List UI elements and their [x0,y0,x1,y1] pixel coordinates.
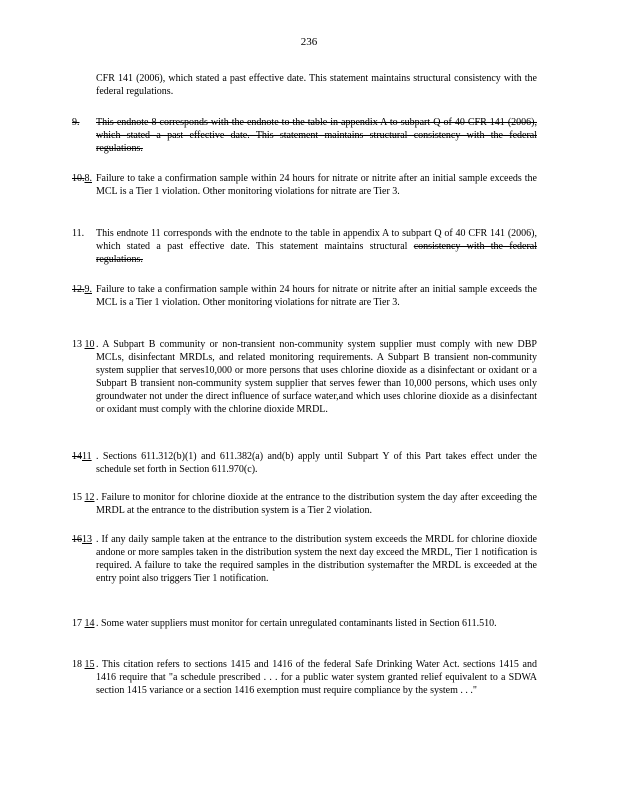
endnote-text: CFR 141 (2006), which stated a past effective date. This statement maintains structural consistency with the federal regulations. [96,73,537,97]
endnote-18 [72,658,537,697]
endnote-number: 17 14 [72,618,95,629]
endnote-number: 13 10 [72,339,95,350]
endnote-text: . Failure to monitor for chlorine dioxide at the entrance to the distribution system the day after exceeding the MRDL at the entrance to the distribution system is a Tier 2 violation. [96,492,537,516]
endnote-13 [72,338,537,416]
endnote-number: 9. [72,117,80,128]
endnote-text: Failure to take a confirmation sample within 24 hours for nitrate or nitrite after an initial sample exceeds the MCL is a Tier 1 violation. Other monitoring violations for nitrate are Tier 3. [96,173,537,197]
endnote-12 [72,283,537,309]
endnote-text: Failure to take a confirmation sample within 24 hours for nitrate or nitrite after an initial sample exceeds the MCL is a Tier 1 violation. Other monitoring violations for nitrate are Tier 3. [96,284,537,308]
endnote-9 [72,116,537,155]
endnote-text: This endnote 8 corresponds with the endnote to the table in appendix A to subpart Q of 40 CFR 141 (2006), which stated a past effective date. This statement maintains structural consistency with the federal regulations. [96,117,537,154]
endnote-text: . Sections 611.312(b)(1) and 611.382(a) and(b) apply until Subpart Y of this Part takes effect under the schedule set forth in Section 611.970(c). [96,451,537,475]
endnote-14 [72,450,537,476]
endnote-text: . Some water suppliers must monitor for certain unregulated contaminants listed in Section 611.510. [96,618,497,629]
endnote-text: . This citation refers to sections 1415 and 1416 of the federal Safe Drinking Water Act. sections 1415 and 1416 require that "a schedule prescribed . . . for a public water system granted relief equivalent to a SDWA section 1415 variance or a section 1416 exemption must require compliance by the system . . ." [96,659,537,696]
endnote-number: 18 15 [72,659,95,670]
endnote-number: 10.8. [72,173,92,184]
endnote-16 [72,533,537,585]
endnote-10 [72,172,537,198]
endnote-text: . A Subpart B community or non-transient non-community system supplier must comply with new DBP MCLs, disinfectant MRDLs, and related monitoring requirements. A Subpart B transient non-community system supplier that serves10,000 or more persons that uses chlorine dioxide as a disinfectant or oxidant or a Subpart B transient non-community system supplier that serves fewer than 10,000 persons, which uses only groundwater not under the direct influence of surface water,and which uses chlorine dioxide as a disinfectant or oxidant must comply with the chlorine dioxide MRDL. [96,339,537,415]
endnote-11 [72,227,537,266]
endnote-number: 15 12 [72,492,95,503]
endnote-number: 1613 [72,534,92,545]
endnote-17 [72,617,537,630]
endnote-number: 12.9. [72,284,92,295]
endnote-text: . If any daily sample taken at the entrance to the distribution system exceeds the MRDL for chlorine dioxide andone or more samples taken in the distribution system the next day exceed the MRDL, Tier 1 notification is required. A failure to take the required samples in the distribution systemafter the MRDL is exceeded at the entry point also triggers Tier 1 notification. [96,534,537,584]
endnote-text: This endnote 11 corresponds with the endnote to the table in appendix A to subpart Q of 40 CFR 141 (2006), which stated a past effective date. This statement maintains structural consistency with the federal regulations. [96,228,538,265]
endnote-15 [72,491,537,517]
endnote-number: 11. [72,228,85,239]
page-number: 236 [300,36,318,48]
endnote-continuation [72,72,537,98]
endnote-number: 1411 [72,451,92,462]
